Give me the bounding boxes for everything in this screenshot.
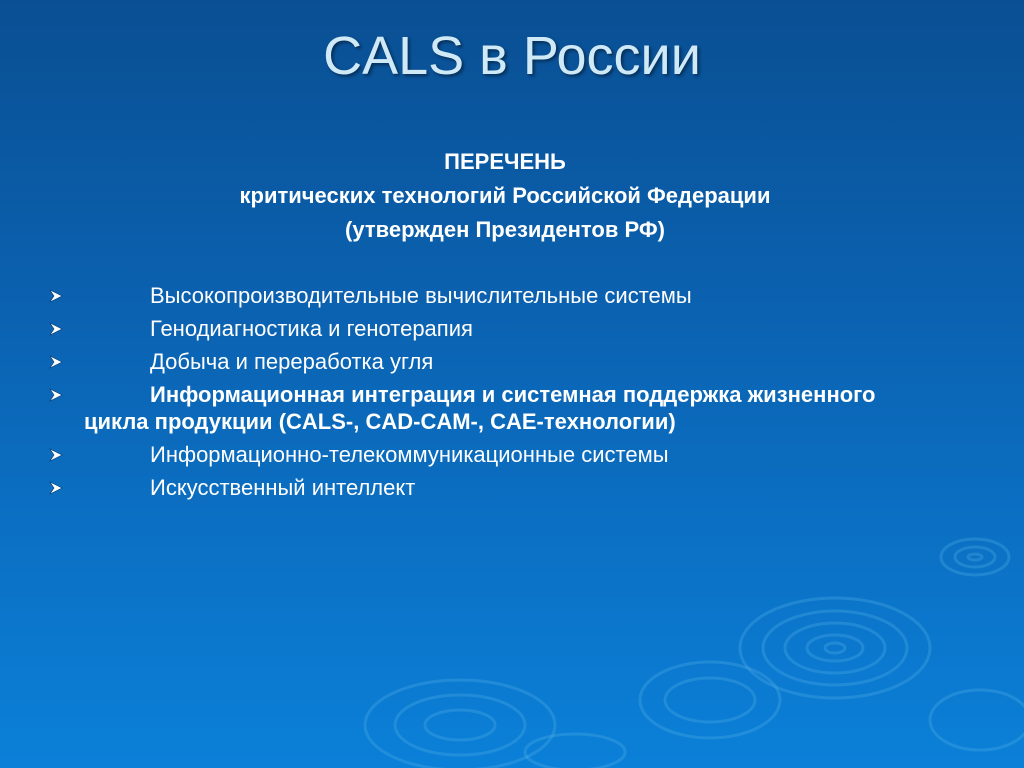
list-heading xyxy=(0,145,1010,247)
list-item xyxy=(48,315,928,342)
arrow-bullet-icon xyxy=(48,354,64,370)
arrow-bullet-icon xyxy=(48,321,64,337)
list-item xyxy=(48,441,928,468)
list-item xyxy=(48,474,928,501)
list-item-text: Высокопроизводительные вычислительные системы xyxy=(150,283,692,308)
list-item-text: Информационно-телекоммуникационные системы xyxy=(150,442,669,467)
technology-list xyxy=(48,282,928,507)
list-item xyxy=(48,282,928,309)
list-item-text: Искусственный интеллект xyxy=(150,475,416,500)
list-item xyxy=(48,381,928,435)
heading-line-1: ПЕРЕЧЕНЬ xyxy=(444,149,566,174)
list-item-text: Генодиагностика и генотерапия xyxy=(150,316,473,341)
arrow-bullet-icon xyxy=(48,387,64,403)
list-item xyxy=(48,348,928,375)
arrow-bullet-icon xyxy=(48,480,64,496)
arrow-bullet-icon xyxy=(48,288,64,304)
heading-line-3: (утвержден Президентов РФ) xyxy=(345,217,665,242)
heading-line-2: критических технологий Российской Федерации xyxy=(239,183,771,208)
slide-title: CALS в России xyxy=(323,26,701,86)
arrow-bullet-icon xyxy=(48,447,64,463)
list-item-text: Информационная интеграция и системная поддержка жизненного цикла продукции (CALS-, CAD-CAM-, CAE-технологии) xyxy=(84,382,876,434)
list-item-text: Добыча и переработка угля xyxy=(150,349,434,374)
